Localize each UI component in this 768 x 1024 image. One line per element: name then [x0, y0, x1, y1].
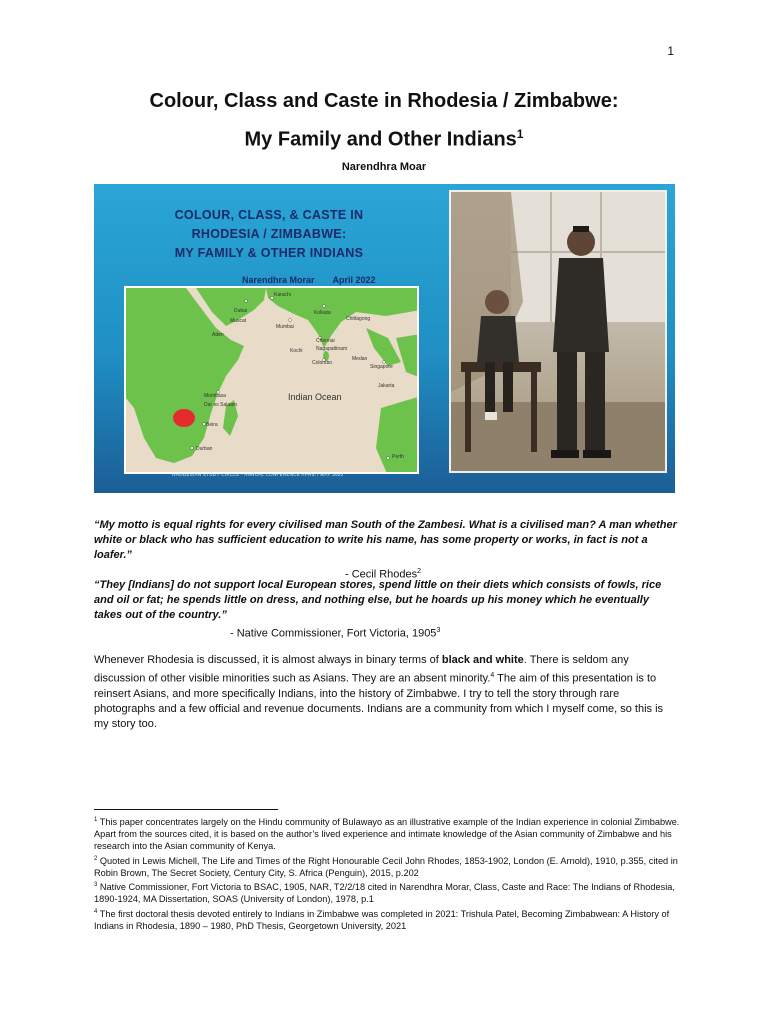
map-label: Chittagong — [346, 316, 371, 322]
body-paragraph — [94, 653, 679, 732]
map-label: Durban — [196, 446, 213, 452]
marker-mumbai — [289, 319, 292, 322]
subtitle-text: My Family and Other Indians — [244, 128, 517, 151]
footnote — [94, 853, 684, 879]
borneo-landmass — [396, 334, 419, 378]
footnote-number: 4 — [94, 908, 98, 915]
footnote-text: The first doctoral thesis devoted entirely to Indians in Zimbabwe was completed in 2021: Trishula Patel, Becoming Zimbabwean: A History of Indians in Rhodesia, 1890 – 1980, PhD Thesis, Georgetown University, 2021 — [94, 908, 670, 931]
footnote-ref-1: 1 — [516, 127, 524, 141]
marker-karachi — [271, 297, 274, 300]
photo-graphic — [451, 192, 667, 473]
footnote-text: Native Commissioner, Fort Victoria to BSAC, 1905, NAR, T2/2/18 cited in Narendhra Morar, Class, Caste and Race: The Indians of Rhodesia, 1890-1924, MA Dissertation, SOAS (University of London), 1978, p.1 — [94, 882, 675, 905]
attribution-text: - Cecil Rhodes — [345, 568, 418, 581]
marker-dubai — [245, 300, 248, 303]
map-label: Dar es Salaam — [204, 402, 238, 408]
map-graphic — [126, 288, 419, 474]
banner-title-line: RHODESIA / ZIMBABWE: — [191, 227, 347, 241]
sumatra-landmass — [366, 328, 401, 366]
page-number: 1 — [667, 44, 674, 58]
footnote — [94, 814, 684, 853]
marker-kolkata — [323, 305, 326, 308]
map-label: Chennai — [316, 338, 335, 344]
banner-meta — [242, 275, 394, 285]
footnote-number: 2 — [94, 855, 98, 862]
page-subtitle — [0, 127, 768, 152]
marker-durban — [191, 447, 194, 450]
body-text-part: Whenever Rhodesia is discussed, it is almost always in binary terms of — [94, 654, 442, 666]
footnote — [94, 906, 684, 932]
footnote-ref-2: 2 — [417, 568, 422, 575]
marker-beira — [203, 423, 206, 426]
map-label: Kochi — [290, 348, 303, 354]
map-label: Muscat — [230, 318, 247, 324]
map-label: Aden — [212, 332, 224, 338]
map-label: Kolkata — [314, 310, 331, 316]
family-portrait-photo — [449, 190, 667, 473]
indian-ocean-map — [124, 286, 419, 474]
footnote-ref-4: 4 — [490, 672, 495, 679]
zimbabwe-highlight — [173, 409, 195, 427]
author-name: Narendhra Moar — [341, 161, 427, 173]
map-label: Perth — [392, 454, 404, 460]
map-label: Mombasa — [204, 393, 226, 399]
body-text-part: The aim of this presentation is to reinsert Asians, and more specifically Indians, into the history of Zimbabwe. I try to tell the story through rare photographs and a few official and revenue documents. Indians are a community from which I myself come, so this is my story too. — [94, 672, 664, 730]
footnotes — [94, 814, 684, 932]
map-label: Nagapattinam — [316, 346, 348, 352]
body-text-part: . There is seldom any discussion of other visible minorities such as Asians. They are an absent minority. — [94, 654, 629, 685]
footnote-text: Quoted in Lewis Michell, The Life and Times of the Right Honourable Cecil John Rhodes, 1853-1902, London (E. Arnold), 1910, p.355, cited in Robin Brown, The Secret Society, Century City, S. Africa (Penguin), 2015, p.202 — [94, 855, 678, 878]
marker-singapore — [383, 361, 386, 364]
footnote-ref-3: 3 — [436, 627, 441, 634]
map-label: Medan — [352, 356, 368, 362]
page-title: Colour, Class and Caste in Rhodesia / Zimbabwe: — [149, 90, 619, 112]
footnote-text: This paper concentrates largely on the Hindu community of Bulawayo as an illustrative example of the Indian experience in colonial Zimbabwe. Apart from the sources cited, it is based on the author’s lived experience and intimate knowledge of the Asian community of Zimbabwe and his research into the Asian community of Kenya. — [94, 817, 680, 852]
banner-title-line: COLOUR, CLASS, & CASTE IN — [174, 208, 364, 222]
map-label: Mumbai — [276, 324, 294, 330]
map-label: Karachi — [274, 292, 291, 298]
ocean-label: Indian Ocean — [288, 392, 342, 402]
footnote-divider — [94, 809, 278, 810]
quote-rhodes: “My motto is equal rights for every civilised man South of the Zambesi. What is a civilised man? A man whether white or black who has sufficient education to write his name, has some property or works, in fact is not a loafer.” — [94, 519, 677, 561]
quote-attribution — [230, 623, 440, 642]
australia-landmass — [376, 396, 419, 474]
body-bold-text: black and white — [441, 654, 524, 666]
banner-title-line: MY FAMILY & OTHER INDIANS — [174, 246, 364, 260]
footnote-number: 1 — [94, 817, 98, 823]
map-label: Jakarta — [378, 383, 395, 389]
footnote-number: 3 — [94, 882, 98, 889]
banner-presenter: Narendhra Morar — [242, 275, 315, 285]
presentation-banner — [94, 184, 675, 493]
attribution-text: - Native Commissioner, Fort Victoria, 1905 — [230, 627, 437, 640]
map-label: Beira — [206, 422, 218, 428]
footnote — [94, 879, 684, 905]
map-label: Singapore — [370, 364, 393, 370]
map-label: Colombo — [312, 360, 333, 366]
quote-native-commissioner: “They [Indians] do not support local European stores, spend little on their diets which consists of fowls, rice and oil or fat; he spends little on dress, and nothing else, but he hoards up his money which he eventually takes out of the country.” — [94, 579, 662, 621]
banner-date: April 2022 — [332, 275, 376, 285]
banner-footer: RHODESIAN STUDY CIRCLE - ANNUAL CONFERENCE APRIL / MAY 2022 — [172, 472, 344, 477]
marker-perth — [387, 457, 390, 460]
map-label: Dubai — [234, 308, 248, 314]
